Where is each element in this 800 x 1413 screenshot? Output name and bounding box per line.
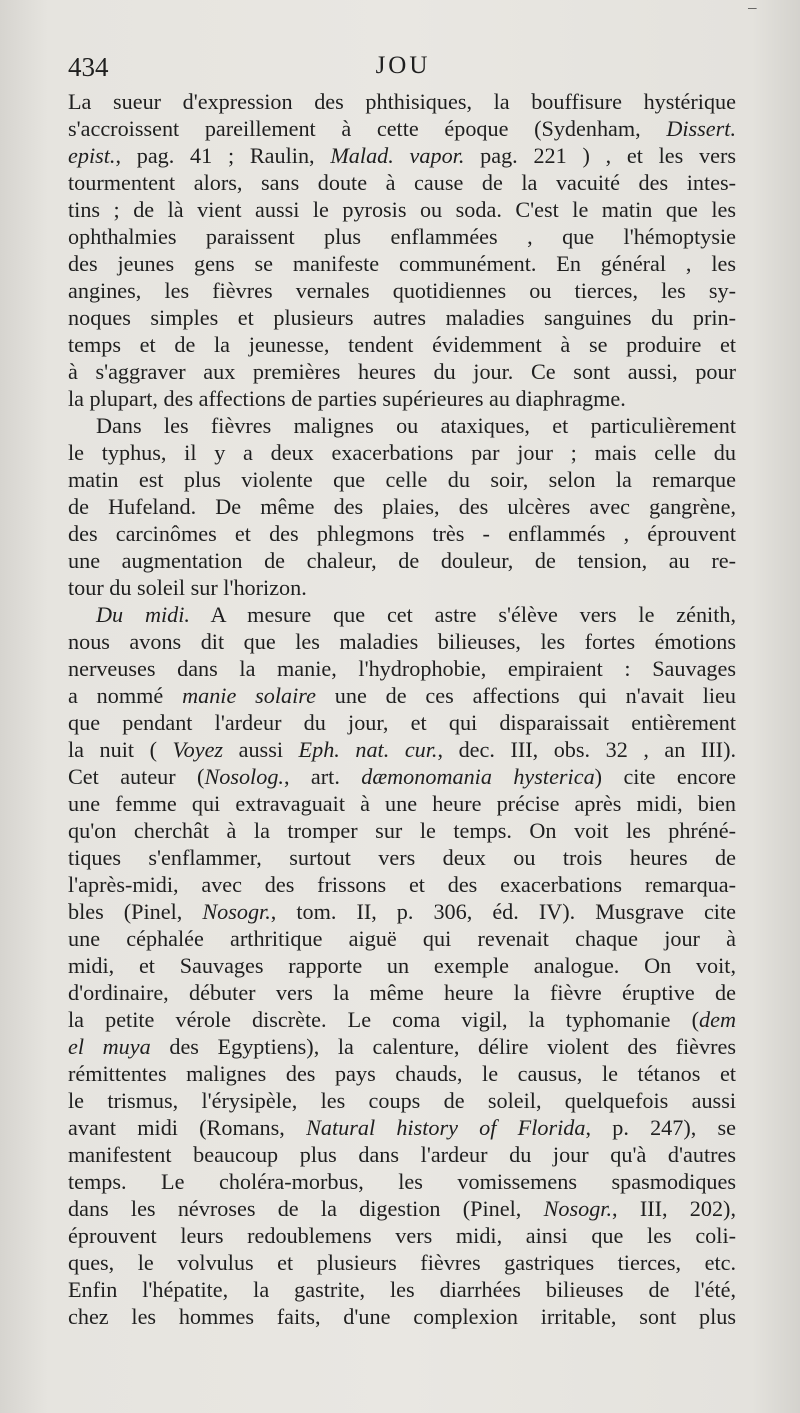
text-segment: d'ordinaire, débuter vers la même heure la fièvre éruptive de [68,980,736,1005]
text-segment: rémittentes malignes des pays chauds, le causus, le tétanos et [68,1061,736,1086]
italic-segment: Nosogr. [202,899,271,924]
text-line [68,925,736,952]
text-segment: a nommé [68,683,183,708]
text-line [68,682,736,709]
text-line [68,304,736,331]
body-text [68,88,736,1330]
text-segment: , III, 202), [612,1196,736,1221]
text-segment: tour du soleil sur l'horizon. [68,575,307,600]
text-segment: , tom. II, p. 306, éd. IV). Musgrave cite [270,899,736,924]
text-line [68,709,736,736]
text-line [68,574,736,601]
text-line [68,979,736,1006]
text-line [68,358,736,385]
italic-segment: Nosogr. [543,1196,613,1221]
text-line [68,493,736,520]
text-segment: dans les névroses de la digestion (Pinel, [68,1196,544,1221]
text-line [68,520,736,547]
text-segment: à s'aggraver aux premières heures du jour. Ce sont aussi, pour [68,359,736,384]
text-segment: noques simples et plusieurs autres maladies sanguines du prin- [68,305,736,330]
text-segment: de Hufeland. De même des plaies, des ulcères avec gangrène, [68,494,736,519]
text-segment: pag. 221 ) , et les vers [464,143,736,168]
text-line [68,142,736,169]
text-segment: tourmentent alors, sans doute à cause de la vacuité des intes- [68,170,736,195]
italic-segment: Voyez [172,737,224,762]
running-head: JOU [375,52,431,79]
text-segment: La sueur d'expression des phthisiques, la bouffisure hystérique [68,89,736,114]
text-line [68,385,736,412]
text-segment: la petite vérole discrète. Le coma vigil, la typhomanie ( [68,1007,700,1032]
text-line [68,844,736,871]
text-line [68,1006,736,1033]
italic-segment: epist. [68,143,116,168]
text-segment: , pag. 41 ; Raulin, [115,143,331,168]
text-segment: que pendant l'ardeur du jour, et qui disparaissait entièrement [68,710,736,735]
italic-segment: Dissert. [666,116,736,141]
text-segment: l'après-midi, avec des frissons et des exacerbations remarqua- [68,872,736,897]
text-segment: midi, et Sauvages rapporte un exemple analogue. On voit, [68,953,736,978]
italic-segment: dem [699,1007,736,1032]
text-segment: tiques s'enflammer, surtout vers deux ou trois heures de [68,845,736,870]
text-line [68,1195,736,1222]
italic-segment: Du midi. [96,602,190,627]
text-line [68,871,736,898]
text-segment: des Egyptiens), la calenture, délire violent des fièvres [150,1034,736,1059]
text-line [68,898,736,925]
text-segment: angines, les fièvres vernales quotidiennes ou tierces, les sy- [68,278,736,303]
text-line [68,1060,736,1087]
italic-segment: manie solaire [182,683,316,708]
text-line [68,1222,736,1249]
text-segment: le trismus, l'érysipèle, les coups de soleil, quelquefois aussi [68,1088,736,1113]
text-segment: ) cite encore [594,764,736,789]
text-segment: une femme qui extravaguait à une heure précise après midi, bien [68,791,736,816]
text-line [68,1276,736,1303]
text-segment: la nuit ( [68,737,173,762]
text-segment: aussi [223,737,299,762]
text-segment: , art. [283,764,362,789]
text-segment: , p. 247), se [585,1115,736,1140]
text-line [68,115,736,142]
text-line [68,169,736,196]
text-segment: le typhus, il y a deux exacerbations par jour ; mais celle du [68,440,736,465]
text-line [68,250,736,277]
text-segment: A mesure que cet astre s'élève vers le zénith, [189,602,737,627]
text-line [68,1141,736,1168]
text-line [68,277,736,304]
text-segment: s'accroissent pareillement à cette époque (Sydenham, [68,116,667,141]
text-segment: Cet auteur ( [68,764,205,789]
text-segment: éprouvent leurs redoublemens vers midi, ainsi que les coli- [68,1223,736,1248]
text-line [68,1168,736,1195]
text-segment: une de ces affections qui n'avait lieu [315,683,736,708]
text-line [68,790,736,817]
italic-segment: Nosolog. [204,764,284,789]
text-segment: temps. Le choléra-morbus, les vomissemens spasmodiques [68,1169,736,1194]
text-line [68,196,736,223]
text-line [68,412,736,439]
text-line [68,817,736,844]
text-segment: manifestent beaucoup plus dans l'ardeur du jour qu'à d'autres [68,1142,736,1167]
text-segment: nerveuses dans la manie, l'hydrophobie, empiraient : Sauvages [68,656,736,681]
text-segment: des carcinômes et des phlegmons très - enflammés , éprouvent [68,521,736,546]
text-line [68,1087,736,1114]
text-segment: une céphalée arthritique aiguë qui revenait chaque jour à [68,926,736,951]
text-segment: nous avons dit que les maladies bilieuses, les fortes émotions [68,629,736,654]
text-segment: chez les hommes faits, d'une complexion irritable, sont plus [68,1304,736,1329]
text-line [68,1033,736,1060]
corner-mark: ‾ [748,6,756,31]
text-segment: qu'on cherchât à la tromper sur le temps. On voit les phréné- [68,818,736,843]
text-segment: une augmentation de chaleur, de douleur, de tension, au re- [68,548,736,573]
text-line [68,601,736,628]
text-line [68,1303,736,1330]
text-segment: Enfin l'hépatite, la gastrite, les diarrhées bilieuses de l'été, [68,1277,736,1302]
text-segment: ques, le volvulus et plusieurs fièvres gastriques tierces, etc. [68,1250,736,1275]
text-segment: bles (Pinel, [68,899,203,924]
italic-segment: Eph. nat. cur. [298,737,438,762]
text-line [68,223,736,250]
text-line [68,1249,736,1276]
text-line [68,1114,736,1141]
italic-segment: dæmonomania hysterica [361,764,595,789]
text-line [68,547,736,574]
text-segment: la plupart, des affections de parties supérieures au diaphragme. [68,386,626,411]
text-segment: tins ; de là vient aussi le pyrosis ou soda. C'est le matin que les [68,197,736,222]
text-line [68,628,736,655]
text-line [68,763,736,790]
italic-segment: Malad. vapor. [330,143,465,168]
page-number: 434 [68,52,109,82]
text-line [68,736,736,763]
italic-segment: el muya [68,1034,151,1059]
text-line [68,466,736,493]
text-segment: avant midi (Romans, [68,1115,307,1140]
text-segment: , dec. III, obs. 32 , an III). [437,737,737,762]
text-segment: Dans les fièvres malignes ou ataxiques, et particulièrement [96,413,736,438]
text-line [68,655,736,682]
text-segment: des jeunes gens se manifeste communément. En général , les [68,251,736,276]
text-segment: temps et de la jeunesse, tendent évidemment à se produire et [68,332,736,357]
text-line [68,331,736,358]
text-segment: ophthalmies paraissent plus enflammées , que l'hémoptysie [68,224,736,249]
italic-segment: Natural history of Florida [306,1115,586,1140]
text-segment: matin est plus violente que celle du soir, selon la remarque [68,467,736,492]
text-line [68,439,736,466]
text-line [68,952,736,979]
text-line [68,88,736,115]
page-header [68,52,738,86]
